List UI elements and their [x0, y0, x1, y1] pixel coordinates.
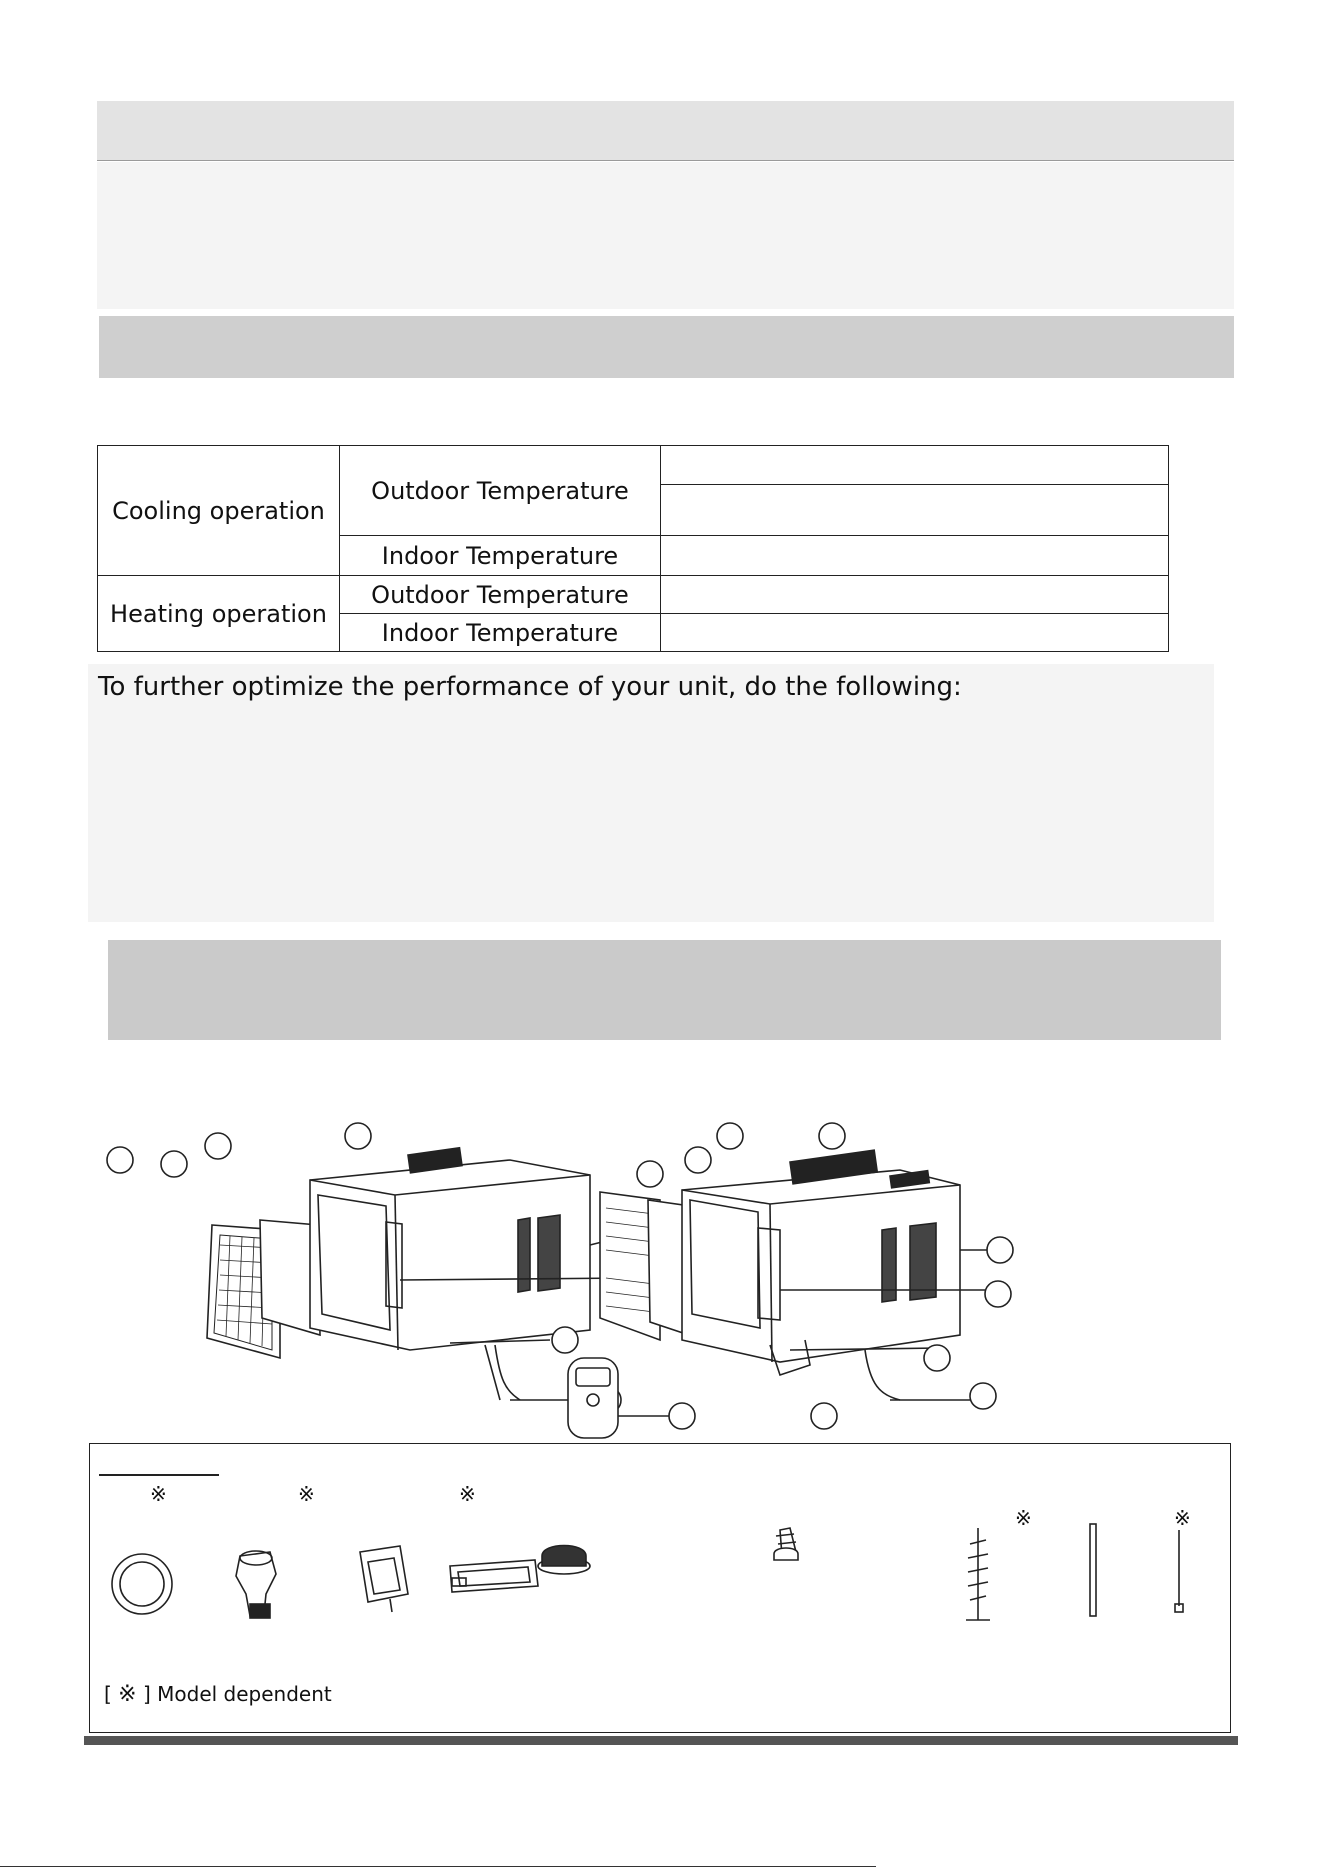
drain-ring-icon	[112, 1554, 172, 1614]
parts-header-band	[108, 940, 1221, 1040]
optimize-heading: To further optimize the performance of your unit, do the following:	[98, 672, 962, 702]
operating-range-header-band	[99, 316, 1234, 378]
param-cell: Outdoor Temperature	[340, 576, 661, 614]
value-cell	[661, 446, 1169, 536]
bottom-rule	[84, 1736, 1238, 1745]
model-dependent-mark: ※	[150, 1482, 167, 1506]
screw-icon	[774, 1528, 798, 1560]
model-dependent-mark: ※	[459, 1482, 476, 1506]
drain-plate-icon	[360, 1546, 408, 1612]
intro-text-panel	[97, 162, 1234, 309]
accessories-box	[89, 1443, 1231, 1733]
operating-temperature-table	[97, 445, 1169, 652]
nail-icon	[1175, 1530, 1183, 1612]
mode-cell-heating: Heating operation	[98, 576, 340, 652]
model-dependent-mark: ※	[1015, 1506, 1032, 1530]
value-cell	[661, 576, 1169, 614]
remote-control-diagram	[568, 1358, 695, 1438]
model-dependent-mark: ※	[1174, 1506, 1191, 1530]
optimize-tips-panel	[88, 664, 1214, 922]
rubber-cap-icon	[538, 1546, 590, 1575]
right-unit-diagram	[600, 1123, 1013, 1429]
param-cell: Indoor Temperature	[340, 614, 661, 652]
mode-cell-cooling: Cooling operation	[98, 446, 340, 576]
expansion-anchor-icon	[966, 1528, 990, 1620]
value-cell	[661, 614, 1169, 652]
rod-icon	[1090, 1524, 1096, 1616]
footer-line	[0, 1866, 876, 1867]
drain-joint-icon	[236, 1551, 276, 1618]
model-dependent-note: [ ※ ] Model dependent	[104, 1682, 332, 1707]
value-cell	[661, 536, 1169, 576]
section-header-band	[97, 101, 1234, 161]
unit-exploded-diagrams	[90, 1100, 1240, 1450]
bracket-icon	[450, 1560, 538, 1592]
param-cell: Outdoor Temperature	[340, 446, 661, 536]
model-dependent-mark: ※	[298, 1482, 315, 1506]
param-cell: Indoor Temperature	[340, 536, 661, 576]
